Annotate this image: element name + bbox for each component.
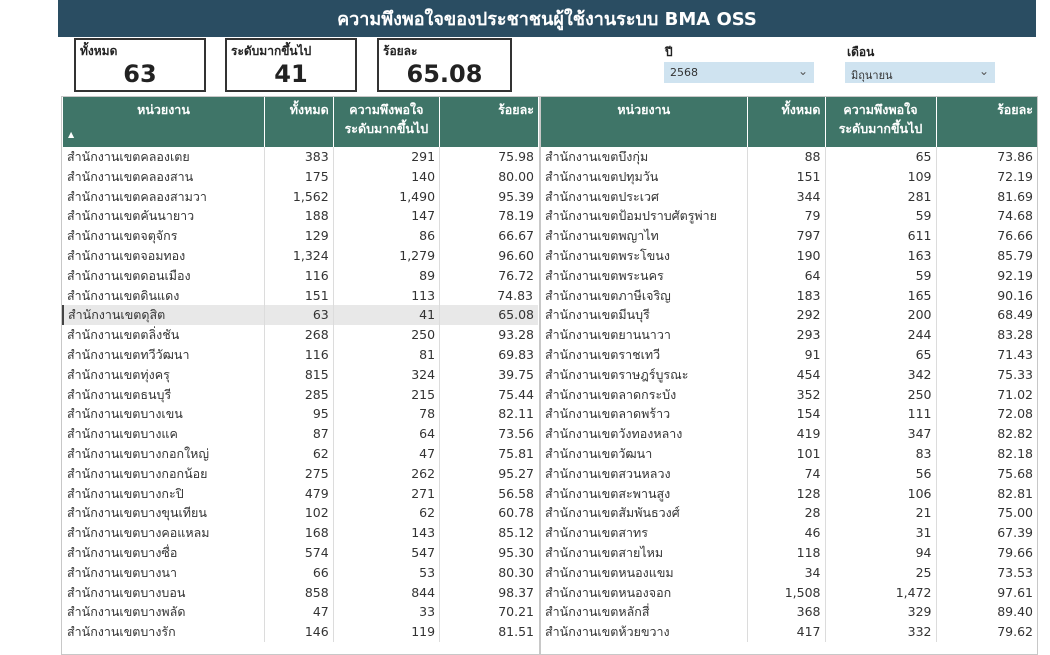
kpi-percent-card	[377, 38, 512, 92]
cell-total: 102	[264, 503, 333, 523]
column-header-satisfaction[interactable]: ความพึงพอใจระดับมากขึ้นไป	[825, 97, 936, 147]
cell-unit: สำนักงานเขตยานนาวา	[541, 325, 747, 345]
cell-unit: สำนักงานเขตหนองจอก	[541, 583, 747, 603]
cell-satisfaction: 244	[825, 325, 936, 345]
cell-unit: สำนักงานเขตประเวศ	[541, 187, 747, 207]
sort-ascending-icon[interactable]: ▲	[68, 130, 75, 139]
cell-percent: 71.43	[997, 346, 1033, 362]
cell-percent: 69.83	[498, 346, 534, 362]
year-filter[interactable]	[664, 62, 814, 83]
cell-total: 479	[264, 484, 333, 504]
cell-unit: สำนักงานเขตหนองแขม	[541, 563, 747, 583]
table-row[interactable]	[63, 167, 538, 187]
cell-unit: สำนักงานเขตสาทร	[541, 523, 747, 543]
column-header-total[interactable]: ทั้งหมด	[264, 97, 333, 147]
cell-percent: 72.19	[997, 168, 1033, 184]
cell-satisfaction: 94	[825, 543, 936, 563]
page-title: ความพึงพอใจของประชาชนผู้ใช้งานระบบ BMA OSS	[58, 0, 1036, 37]
cell-percent: 93.28	[498, 327, 534, 343]
cell-total: 188	[264, 206, 333, 226]
cell-satisfaction: 78	[333, 404, 439, 424]
cell-percent: 90.16	[997, 287, 1033, 303]
cell-satisfaction: 86	[333, 226, 439, 246]
cell-percent: 80.00	[498, 168, 534, 184]
cell-satisfaction: 62	[333, 503, 439, 523]
cell-total: 383	[264, 147, 333, 167]
cell-satisfaction: 1,490	[333, 187, 439, 207]
month-filter-label: เดือน	[847, 45, 875, 59]
cell-total: 1,508	[747, 583, 825, 603]
table-row[interactable]	[63, 464, 538, 484]
cell-unit: สำนักงานเขตสวนหลวง	[541, 464, 747, 484]
cell-percent: 82.18	[997, 445, 1033, 461]
table-row[interactable]	[63, 484, 538, 504]
cell-unit: สำนักงานเขตตลิ่งชัน	[63, 325, 264, 345]
table-row[interactable]	[541, 424, 1037, 444]
cell-unit: สำนักงานเขตวังทองหลาง	[541, 424, 747, 444]
cell-satisfaction: 64	[333, 424, 439, 444]
right-table	[541, 97, 1037, 642]
cell-percent: 75.81	[498, 445, 534, 461]
cell-percent: 82.82	[997, 426, 1033, 442]
cell-total: 1,562	[264, 187, 333, 207]
table-row[interactable]	[541, 206, 1037, 226]
kpi-percent-value: 65.08	[406, 60, 483, 88]
kpi-high-value: 41	[274, 60, 308, 88]
cell-total: 128	[747, 484, 825, 504]
cell-satisfaction: 59	[825, 266, 936, 286]
cell-total: 417	[747, 622, 825, 642]
chevron-down-icon: ⌄	[797, 64, 808, 78]
cell-satisfaction: 119	[333, 622, 439, 642]
table-row[interactable]	[541, 365, 1037, 385]
table-row[interactable]	[541, 543, 1037, 563]
cell-unit: สำนักงานเขตสัมพันธวงศ์	[541, 503, 747, 523]
cell-satisfaction: 143	[333, 523, 439, 543]
cell-unit: สำนักงานเขตลาดกระบัง	[541, 385, 747, 405]
kpi-total-label: ทั้งหมด	[80, 44, 118, 58]
column-header-percent[interactable]: ร้อยละ	[936, 97, 1037, 147]
cell-percent: 85.79	[997, 247, 1033, 263]
table-row[interactable]	[63, 404, 538, 424]
cell-satisfaction: 250	[333, 325, 439, 345]
cell-total: 74	[747, 464, 825, 484]
kpi-total-value: 63	[123, 60, 157, 88]
kpi-high-card	[225, 38, 357, 92]
table-row[interactable]	[541, 286, 1037, 306]
table-row[interactable]	[541, 464, 1037, 484]
table-row[interactable]	[63, 444, 538, 464]
cell-percent: 75.33	[997, 366, 1033, 382]
cell-unit: สำนักงานเขตบางบอน	[63, 583, 264, 603]
cell-satisfaction: 1,472	[825, 583, 936, 603]
cell-satisfaction: 324	[333, 365, 439, 385]
table-row[interactable]	[63, 246, 538, 266]
cell-total: 574	[264, 543, 333, 563]
table-row[interactable]	[63, 583, 538, 603]
cell-unit: สำนักงานเขตทวีวัฒนา	[63, 345, 264, 365]
cell-satisfaction: 109	[825, 167, 936, 187]
cell-satisfaction: 281	[825, 187, 936, 207]
cell-percent: 83.28	[997, 327, 1033, 343]
cell-satisfaction: 200	[825, 305, 936, 325]
kpi-high-label: ระดับมากขึ้นไป	[231, 44, 312, 58]
cell-percent: 73.53	[997, 564, 1033, 580]
cell-percent: 56.58	[498, 485, 534, 501]
cell-satisfaction: 611	[825, 226, 936, 246]
cell-percent: 66.67	[498, 228, 534, 244]
cell-satisfaction: 21	[825, 503, 936, 523]
cell-total: 368	[747, 602, 825, 622]
cell-percent: 81.51	[498, 624, 534, 640]
kpi-percent-label: ร้อยละ	[383, 44, 418, 58]
cell-satisfaction: 291	[333, 147, 439, 167]
cell-unit: สำนักงานเขตภาษีเจริญ	[541, 286, 747, 306]
cell-percent: 68.49	[997, 307, 1033, 323]
cell-percent: 67.39	[997, 525, 1033, 541]
cell-percent: 74.68	[997, 208, 1033, 224]
cell-unit: สำนักงานเขตบางกอกน้อย	[63, 464, 264, 484]
cell-satisfaction: 89	[333, 266, 439, 286]
cell-unit: สำนักงานเขตพญาไท	[541, 226, 747, 246]
cell-total: 293	[747, 325, 825, 345]
cell-satisfaction: 147	[333, 206, 439, 226]
cell-unit: สำนักงานเขตคลองสามวา	[63, 187, 264, 207]
cell-unit: สำนักงานเขตปทุมวัน	[541, 167, 747, 187]
cell-unit: สำนักงานเขตดุสิต	[63, 305, 264, 325]
cell-satisfaction: 342	[825, 365, 936, 385]
table-row[interactable]	[63, 325, 538, 345]
cell-total: 87	[264, 424, 333, 444]
cell-unit: สำนักงานเขตบางนา	[63, 563, 264, 583]
cell-percent: 39.75	[498, 366, 534, 382]
table-row[interactable]	[63, 503, 538, 523]
table-row[interactable]	[541, 404, 1037, 424]
table-row[interactable]	[541, 305, 1037, 325]
left-table-panel	[61, 96, 540, 655]
table-row[interactable]	[541, 602, 1037, 622]
cell-satisfaction: 215	[333, 385, 439, 405]
table-row[interactable]	[63, 563, 538, 583]
cell-total: 88	[747, 147, 825, 167]
cell-total: 268	[264, 325, 333, 345]
cell-percent: 73.86	[997, 149, 1033, 164]
cell-total: 292	[747, 305, 825, 325]
cell-unit: สำนักงานเขตบึงกุ่ม	[541, 147, 747, 167]
cell-total: 46	[747, 523, 825, 543]
table-row[interactable]	[541, 583, 1037, 603]
table-row[interactable]	[63, 424, 538, 444]
cell-percent: 73.56	[498, 426, 534, 442]
table-row[interactable]	[63, 622, 538, 642]
cell-unit: สำนักงานเขตบางแค	[63, 424, 264, 444]
cell-satisfaction: 163	[825, 246, 936, 266]
cell-total: 175	[264, 167, 333, 187]
table-row[interactable]	[63, 345, 538, 365]
cell-unit: สำนักงานเขตธนบุรี	[63, 385, 264, 405]
cell-unit: สำนักงานเขตหลักสี่	[541, 602, 747, 622]
cell-satisfaction: 347	[825, 424, 936, 444]
table-row[interactable]	[63, 602, 538, 622]
cell-satisfaction: 106	[825, 484, 936, 504]
cell-total: 64	[747, 266, 825, 286]
cell-percent: 71.02	[997, 386, 1033, 402]
cell-satisfaction: 56	[825, 464, 936, 484]
cell-percent: 74.83	[497, 287, 533, 303]
cell-percent: 79.62	[997, 624, 1033, 640]
left-table	[62, 97, 539, 642]
cell-unit: สำนักงานเขตลาดพร้าว	[541, 404, 747, 424]
cell-total: 47	[264, 602, 333, 622]
table-row[interactable]	[541, 523, 1037, 543]
cell-unit: สำนักงานเขตบางซื่อ	[63, 543, 264, 563]
cell-total: 151	[747, 167, 825, 187]
column-header-unit[interactable]: หน่วยงาน ▲	[63, 97, 264, 147]
cell-unit: สำนักงานเขตบางกะปิ	[63, 484, 264, 504]
cell-percent: 82.81	[997, 485, 1033, 501]
month-filter[interactable]	[845, 62, 995, 83]
cell-satisfaction: 41	[333, 305, 439, 325]
cell-percent: 98.37	[498, 584, 534, 600]
table-row[interactable]	[63, 226, 538, 246]
right-table-panel	[540, 96, 1038, 655]
cell-percent: 85.12	[498, 525, 534, 541]
cell-total: 101	[747, 444, 825, 464]
cell-satisfaction: 332	[825, 622, 936, 642]
cell-total: 79	[747, 206, 825, 226]
cell-percent: 79.66	[997, 544, 1033, 560]
table-row[interactable]	[63, 543, 538, 563]
cell-percent: 92.19	[997, 267, 1033, 283]
table-row[interactable]	[541, 385, 1037, 405]
cell-unit: สำนักงานเขตคลองเตย	[63, 147, 264, 167]
table-row[interactable]	[541, 266, 1037, 286]
cell-percent: 70.21	[498, 604, 534, 620]
table-row[interactable]	[541, 226, 1037, 246]
cell-percent: 95.39	[498, 188, 534, 204]
cell-total: 116	[264, 345, 333, 365]
cell-satisfaction: 329	[825, 602, 936, 622]
cell-total: 151	[264, 286, 333, 306]
cell-unit: สำนักงานเขตบางเขน	[63, 404, 264, 424]
cell-percent: 75.44	[498, 386, 534, 402]
cell-total: 116	[264, 266, 333, 286]
column-header-percent[interactable]: ร้อยละ	[440, 97, 538, 147]
cell-total: 34	[747, 563, 825, 583]
cell-satisfaction: 547	[333, 543, 439, 563]
cell-satisfaction: 113	[333, 286, 439, 306]
cell-total: 285	[264, 385, 333, 405]
cell-satisfaction: 844	[333, 583, 439, 603]
table-row[interactable]	[541, 345, 1037, 365]
table-row[interactable]	[63, 187, 538, 207]
cell-total: 63	[264, 305, 333, 325]
cell-unit: สำนักงานเขตมีนบุรี	[541, 305, 747, 325]
cell-satisfaction: 262	[333, 464, 439, 484]
chevron-down-icon: ⌄	[978, 64, 989, 78]
cell-satisfaction: 271	[333, 484, 439, 504]
table-row[interactable]	[63, 266, 538, 286]
cell-percent: 75.68	[997, 465, 1033, 481]
cell-total: 344	[747, 187, 825, 207]
cell-total: 1,324	[264, 246, 333, 266]
cell-satisfaction: 81	[333, 345, 439, 365]
cell-unit: สำนักงานเขตราชเทวี	[541, 345, 747, 365]
cell-satisfaction: 83	[825, 444, 936, 464]
cell-percent: 76.66	[997, 228, 1033, 244]
year-filter-label: ปี	[665, 45, 673, 59]
cell-percent: 65.08	[440, 305, 538, 325]
cell-satisfaction: 65	[825, 345, 936, 365]
cell-satisfaction: 250	[825, 385, 936, 405]
table-row[interactable]	[63, 305, 538, 325]
cell-unit: สำนักงานเขตคลองสาน	[63, 167, 264, 187]
cell-unit: สำนักงานเขตจอมทอง	[63, 246, 264, 266]
cell-satisfaction: 59	[825, 206, 936, 226]
cell-unit: สำนักงานเขตคันนายาว	[63, 206, 264, 226]
cell-total: 190	[747, 246, 825, 266]
table-row[interactable]	[541, 484, 1037, 504]
cell-total: 168	[264, 523, 333, 543]
cell-total: 797	[747, 226, 825, 246]
table-row[interactable]	[541, 622, 1037, 642]
cell-unit: สำนักงานเขตป้อมปราบศัตรูพ่าย	[541, 206, 747, 226]
table-row[interactable]	[541, 503, 1037, 523]
cell-unit: สำนักงานเขตบางพลัด	[63, 602, 264, 622]
cell-total: 858	[264, 583, 333, 603]
column-header-satisfaction[interactable]: ความพึงพอใจระดับมากขึ้นไป	[333, 97, 439, 147]
cell-total: 129	[264, 226, 333, 246]
cell-total: 154	[747, 404, 825, 424]
cell-percent: 60.78	[498, 505, 534, 521]
cell-total: 118	[747, 543, 825, 563]
cell-unit: สำนักงานเขตวัฒนา	[541, 444, 747, 464]
cell-satisfaction: 53	[333, 563, 439, 583]
table-row[interactable]	[541, 246, 1037, 266]
table-row[interactable]	[63, 523, 538, 543]
cell-total: 66	[264, 563, 333, 583]
cell-percent: 75.00	[997, 505, 1033, 521]
table-row[interactable]	[541, 563, 1037, 583]
cell-satisfaction: 111	[825, 404, 936, 424]
cell-unit: สำนักงานเขตห้วยขวาง	[541, 622, 747, 642]
cell-unit: สำนักงานเขตสะพานสูง	[541, 484, 747, 504]
cell-total: 91	[747, 345, 825, 365]
cell-percent: 82.11	[498, 406, 534, 422]
cell-percent: 89.40	[997, 604, 1033, 620]
cell-satisfaction: 65	[825, 147, 936, 167]
cell-unit: สำนักงานเขตพระนคร	[541, 266, 747, 286]
cell-unit: สำนักงานเขตดินแดง	[63, 286, 264, 306]
table-row[interactable]	[541, 325, 1037, 345]
column-header-unit[interactable]: หน่วยงาน	[541, 97, 747, 147]
cell-unit: สำนักงานเขตบางกอกใหญ่	[63, 444, 264, 464]
cell-total: 815	[264, 365, 333, 385]
cell-satisfaction: 25	[825, 563, 936, 583]
cell-satisfaction: 1,279	[333, 246, 439, 266]
table-row[interactable]	[63, 147, 538, 167]
cell-total: 419	[747, 424, 825, 444]
table-row[interactable]	[541, 187, 1037, 207]
cell-percent: 96.60	[498, 247, 534, 263]
table-row[interactable]	[541, 444, 1037, 464]
cell-satisfaction: 31	[825, 523, 936, 543]
cell-unit: สำนักงานเขตราษฎร์บูรณะ	[541, 365, 747, 385]
cell-percent: 80.30	[498, 564, 534, 580]
cell-percent: 76.72	[498, 267, 534, 283]
table-row[interactable]	[541, 147, 1037, 167]
cell-total: 146	[264, 622, 333, 642]
cell-total: 95	[264, 404, 333, 424]
cell-percent: 81.69	[997, 188, 1033, 204]
cell-satisfaction: 165	[825, 286, 936, 306]
cell-percent: 72.08	[997, 406, 1033, 422]
cell-total: 454	[747, 365, 825, 385]
cell-total: 275	[264, 464, 333, 484]
table-row[interactable]	[63, 286, 538, 306]
cell-unit: สำนักงานเขตพระโขนง	[541, 246, 747, 266]
cell-satisfaction: 140	[333, 167, 439, 187]
cell-percent: 95.30	[498, 544, 534, 560]
table-row[interactable]	[63, 385, 538, 405]
cell-unit: สำนักงานเขตบางคอแหลม	[63, 523, 264, 543]
cell-percent: 78.19	[498, 208, 534, 224]
table-row[interactable]	[63, 365, 538, 385]
table-row[interactable]	[63, 206, 538, 226]
cell-satisfaction: 47	[333, 444, 439, 464]
cell-unit: สำนักงานเขตบางขุนเทียน	[63, 503, 264, 523]
cell-unit: สำนักงานเขตดอนเมือง	[63, 266, 264, 286]
cell-unit: สำนักงานเขตจตุจักร	[63, 226, 264, 246]
cell-total: 352	[747, 385, 825, 405]
cell-percent: 95.27	[498, 465, 534, 481]
kpi-total-card	[74, 38, 206, 92]
cell-unit: สำนักงานเขตสายไหม	[541, 543, 747, 563]
cell-total: 183	[747, 286, 825, 306]
cell-unit: สำนักงานเขตบางรัก	[63, 622, 264, 642]
cell-satisfaction: 33	[333, 602, 439, 622]
cell-percent: 97.61	[997, 584, 1033, 600]
table-row[interactable]	[541, 167, 1037, 187]
cell-total: 28	[747, 503, 825, 523]
month-filter-value: มิถุนายน	[851, 69, 893, 82]
cell-percent: 75.98	[498, 149, 534, 164]
cell-unit: สำนักงานเขตทุ่งครุ	[63, 365, 264, 385]
year-filter-value: 2568	[670, 66, 698, 79]
column-header-total[interactable]: ทั้งหมด	[747, 97, 825, 147]
cell-total: 62	[264, 444, 333, 464]
